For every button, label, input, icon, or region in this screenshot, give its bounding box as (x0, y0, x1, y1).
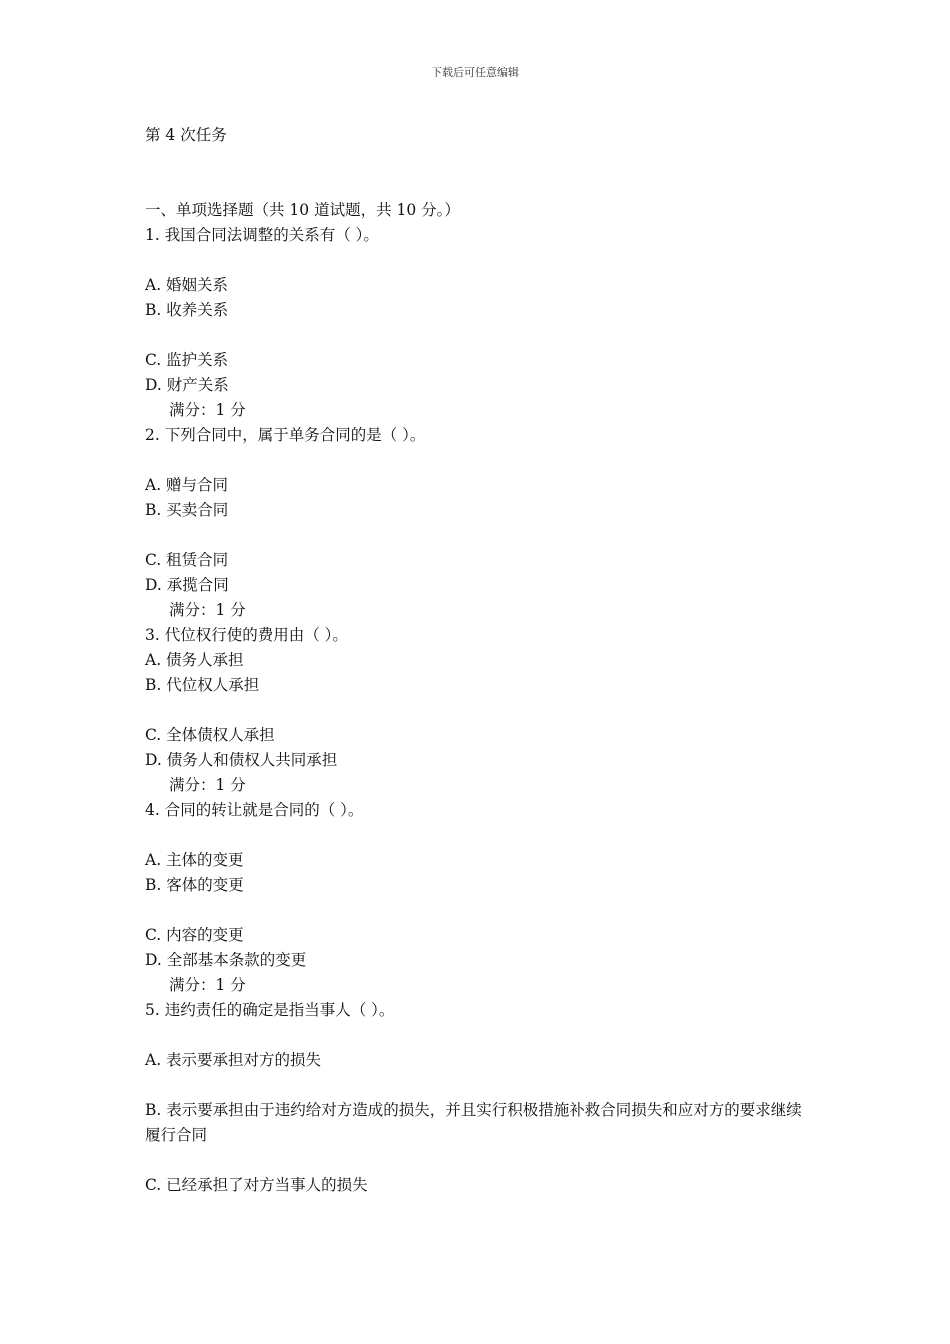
option-c: C. 全体债权人承担 (145, 726, 275, 744)
option-a: A. 主体的变更 (145, 851, 244, 869)
option-a: A. 债务人承担 (145, 651, 244, 669)
page-header-note: 下载后可任意编辑 (431, 66, 519, 79)
option-d: D. 财产关系 (145, 376, 229, 394)
question-stem: 2. 下列合同中，属于单务合同的是（ ）。 (145, 426, 426, 444)
question-score: 满分：1 分 (169, 776, 246, 794)
question-score: 满分：1 分 (169, 401, 246, 419)
option-a: A. 赠与合同 (145, 476, 229, 494)
document-title: 第 4 次任务 (145, 126, 227, 144)
document-body (145, 123, 810, 1198)
option-d: D. 债务人和债权人共同承担 (145, 751, 338, 769)
option-b: B. 收养关系 (145, 301, 229, 319)
option-d: D. 承揽合同 (145, 576, 229, 594)
question-3 (145, 623, 810, 798)
option-c: C. 已经承担了对方当事人的损失 (145, 1176, 368, 1194)
option-d: D. 全部基本条款的变更 (145, 951, 307, 969)
option-b: B. 表示要承担由于违约给对方造成的损失，并且实行积极措施补救合同损失和应对方的要求继续履行合同 (145, 1101, 802, 1144)
option-c: C. 监护关系 (145, 351, 229, 369)
option-a: A. 表示要承担对方的损失 (145, 1051, 322, 1069)
question-score: 满分：1 分 (169, 601, 246, 619)
question-score: 满分：1 分 (169, 976, 246, 994)
option-b: B. 客体的变更 (145, 876, 244, 894)
question-stem: 5. 违约责任的确定是指当事人（ ）。 (145, 1001, 395, 1019)
option-b: B. 买卖合同 (145, 501, 229, 519)
question-1 (145, 223, 810, 423)
question-5 (145, 998, 810, 1198)
question-stem: 4. 合同的转让就是合同的（ ）。 (145, 801, 364, 819)
option-c: C. 租赁合同 (145, 551, 229, 569)
section-heading: 一、单项选择题（共 10 道试题，共 10 分。） (145, 201, 460, 219)
option-b: B. 代位权人承担 (145, 676, 260, 694)
question-stem: 3. 代位权行使的费用由（ ）。 (145, 626, 348, 644)
option-c: C. 内容的变更 (145, 926, 244, 944)
question-stem: 1. 我国合同法调整的关系有（ ）。 (145, 226, 379, 244)
question-2 (145, 423, 810, 623)
option-a: A. 婚姻关系 (145, 276, 229, 294)
question-4 (145, 798, 810, 998)
